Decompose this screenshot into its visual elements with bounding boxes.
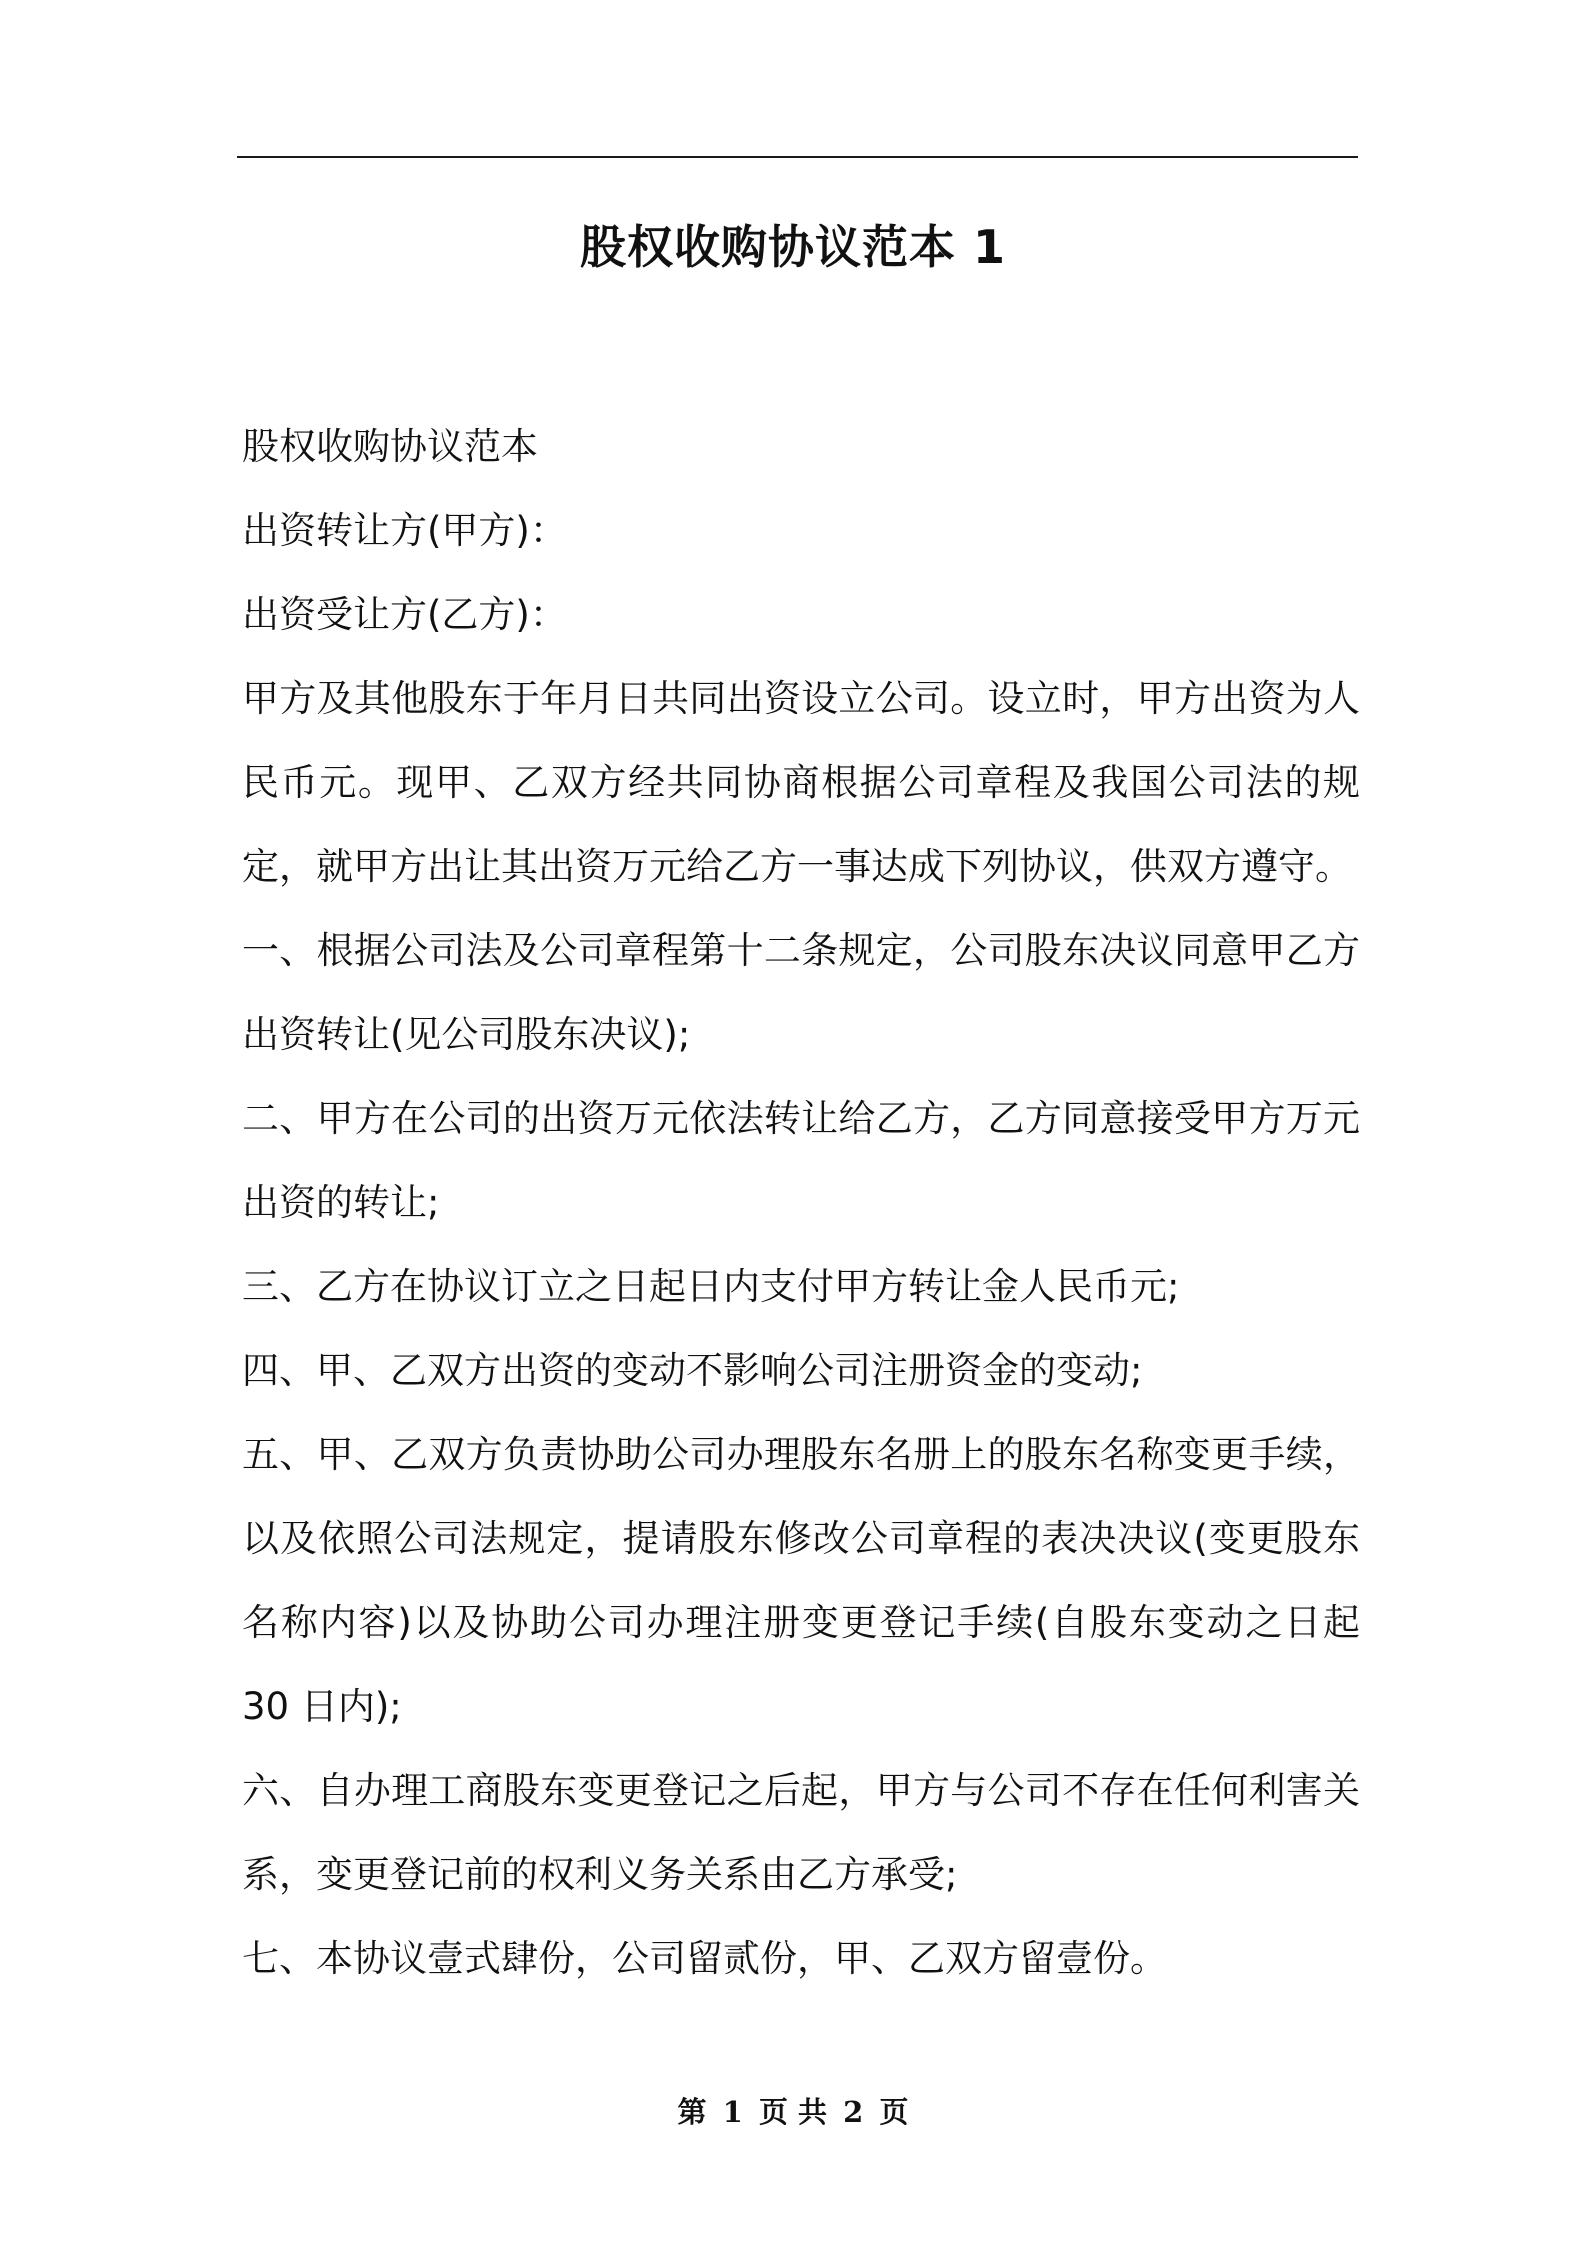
paragraph-transferee: 出资受让方(乙方)： bbox=[242, 593, 567, 636]
document-title: 股权收购协议范本 1 bbox=[579, 220, 1007, 274]
page-label-prefix: 第 bbox=[677, 2095, 707, 2129]
page-number-footer bbox=[0, 2092, 1586, 2132]
paragraph-clause-5: 五、甲、乙双方负责协助公司办理股东名册上的股东名称变更手续，以及依照公司法规定，提请股东修改公司章程的表决决议(变更股东名称内容)以及协助公司办理注册变更登记手续(自股东变动之日起 30 日内); bbox=[242, 1433, 1360, 1728]
paragraph-clause-7: 七、本协议壹式肆份，公司留贰份，甲、乙双方留壹份。 bbox=[242, 1937, 1167, 1980]
paragraph-clause-2: 二、甲方在公司的出资万元依法转让给乙方，乙方同意接受甲方万元出资的转让; bbox=[242, 1097, 1360, 1224]
header-rule bbox=[237, 156, 1358, 158]
paragraph-clause-1: 一、根据公司法及公司章程第十二条规定，公司股东决议同意甲乙方出资转让(见公司股东决议); bbox=[242, 929, 1360, 1056]
total-pages-number: 2 bbox=[843, 2095, 864, 2129]
paragraph-clause-4: 四、甲、乙双方出资的变动不影响公司注册资金的变动; bbox=[242, 1349, 1143, 1392]
paragraph-subtitle: 股权收购协议范本 bbox=[242, 425, 538, 468]
paragraph-preamble: 甲方及其他股东于年月日共同出资设立公司。设立时，甲方出资为人民币元。现甲、乙双方经共同协商根据公司章程及我国公司法的规定，就甲方出让其出资万元给乙方一事达成下列协议，供双方遵守。 bbox=[242, 677, 1360, 888]
current-page-number: 1 bbox=[722, 2095, 743, 2129]
page-label-suffix: 页 bbox=[879, 2095, 909, 2129]
paragraph-clause-6: 六、自办理工商股东变更登记之后起，甲方与公司不存在任何利害关系，变更登记前的权利义务关系由乙方承受; bbox=[242, 1769, 1360, 1896]
paragraph-transferor: 出资转让方(甲方)： bbox=[242, 509, 567, 552]
paragraph-clause-3: 三、乙方在协议订立之日起日内支付甲方转让金人民币元; bbox=[242, 1265, 1180, 1308]
page-label-mid: 页 共 bbox=[758, 2095, 828, 2129]
document-body bbox=[242, 405, 1360, 2001]
